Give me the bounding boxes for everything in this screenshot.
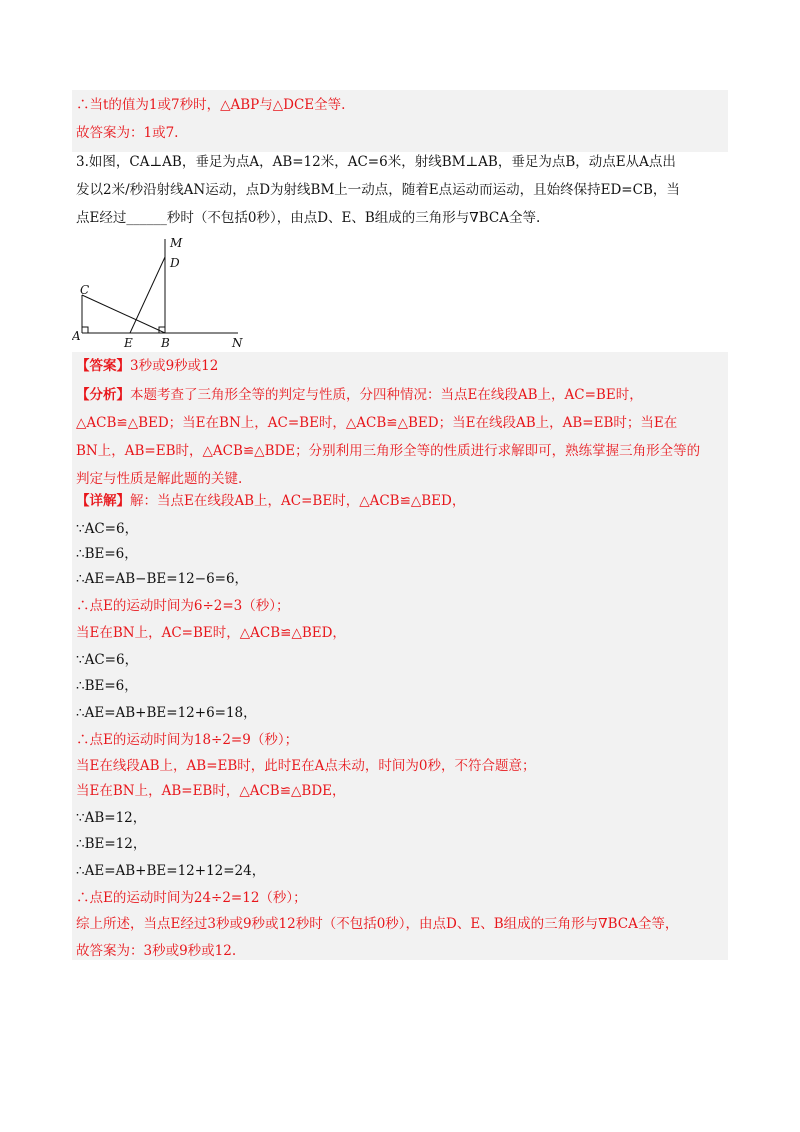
label-m: M <box>170 236 183 250</box>
detail-line-12: 当E在BN上，AB=EB时，△ACB≌△BDE， <box>76 783 346 799</box>
label-n: N <box>232 336 243 350</box>
detail-line-16: ∴点E的运动时间为24÷2=12（秒）； <box>76 890 307 906</box>
detail-tag: 【详解】 <box>76 493 130 509</box>
detail-line-17: 综上所述，当点E经过3秒或9秒或12秒时（不包括0秒），由点D、E、B组成的三角形与∇BCA全等， <box>76 916 679 932</box>
analysis-line-2: △ACB≌△BED；当E在BN上，AC=BE时，△ACB≌△BED；当E在线段AB上，AB=EB时；当E在 <box>76 415 678 431</box>
detail-line-2: ∵AC=6， <box>76 521 139 537</box>
detail-line-9: ∴AE=AB+BE=12+6=18， <box>76 705 257 721</box>
answer-tag: 【答案】 <box>76 358 130 374</box>
detail-line-3: ∴BE=6， <box>76 546 138 562</box>
segment-ed <box>130 257 165 333</box>
detail-line-5: ∴点E的运动时间为6÷2=3（秒）； <box>76 598 290 614</box>
detail-line-8: ∴BE=6， <box>76 678 138 694</box>
answer-row <box>76 357 726 375</box>
segment-cb <box>82 295 165 333</box>
analysis-line-1: 本题考查了三角形全等的判定与性质，分四种情况：当点E在线段AB上，AC=BE时， <box>130 387 643 403</box>
analysis-line-3: BN上，AB=EB时，△ACB≌△BDE；分别利用三角形全等的性质进行求解即可，熟练掌握三角形全等的 <box>76 443 701 459</box>
right-angle-mark-a <box>82 327 88 333</box>
label-e: E <box>124 336 133 350</box>
detail-line-13: ∵AB=12， <box>76 810 147 826</box>
analysis-tag: 【分析】 <box>76 387 130 403</box>
detail-line-4: ∴AE=AB−BE=12−6=6， <box>76 571 249 587</box>
analysis-line-4: 判定与性质是解此题的关键. <box>76 471 243 487</box>
question-line-2: 发以2米/秒沿射线AN运动，点D为射线BM上一动点，随着E点运动而运动，且始终保持ED=CB，当 <box>76 182 680 198</box>
answer-text: 3秒或9秒或12 <box>130 358 219 374</box>
label-b: B <box>161 336 170 350</box>
label-c: C <box>80 283 90 297</box>
geometry-figure <box>72 233 258 351</box>
label-a: A <box>72 329 81 343</box>
label-d: D <box>170 256 180 270</box>
question-line-3: 点E经过______秒时（不包括0秒），由点D、E、B组成的三角形与∇BCA全等. <box>76 210 541 226</box>
previous-conclusion: ∴当t的值为1或7秒时，△ABP与△DCE全等. <box>76 97 346 113</box>
analysis-row <box>76 386 726 404</box>
detail-line-14: ∴BE=12， <box>76 836 147 852</box>
question-line-1: 3.如图，CA⊥AB，垂足为点A，AB=12米，AC=6米，射线BM⊥AB，垂足为点B，动点E从A点出 <box>76 154 676 170</box>
detail-line-7: ∵AC=6， <box>76 652 139 668</box>
detail-line-6: 当E在BN上，AC=BE时，△ACB≌△BED， <box>76 625 346 641</box>
detail-line-10: ∴点E的运动时间为18÷2=9（秒）； <box>76 732 299 748</box>
detail-line-11: 当E在线段AB上，AB=EB时，此时E在A点未动，时间为0秒，不符合题意； <box>76 758 536 774</box>
detail-line-18: 故答案为：3秒或9秒或12. <box>76 943 237 959</box>
detail-line-1: 解：当点E在线段AB上，AC=BE时，△ACB≌△BED， <box>130 493 466 509</box>
detail-row <box>76 492 726 510</box>
previous-answer: 故答案为：1或7. <box>76 125 179 141</box>
detail-line-15: ∴AE=AB+BE=12+12=24， <box>76 863 266 879</box>
